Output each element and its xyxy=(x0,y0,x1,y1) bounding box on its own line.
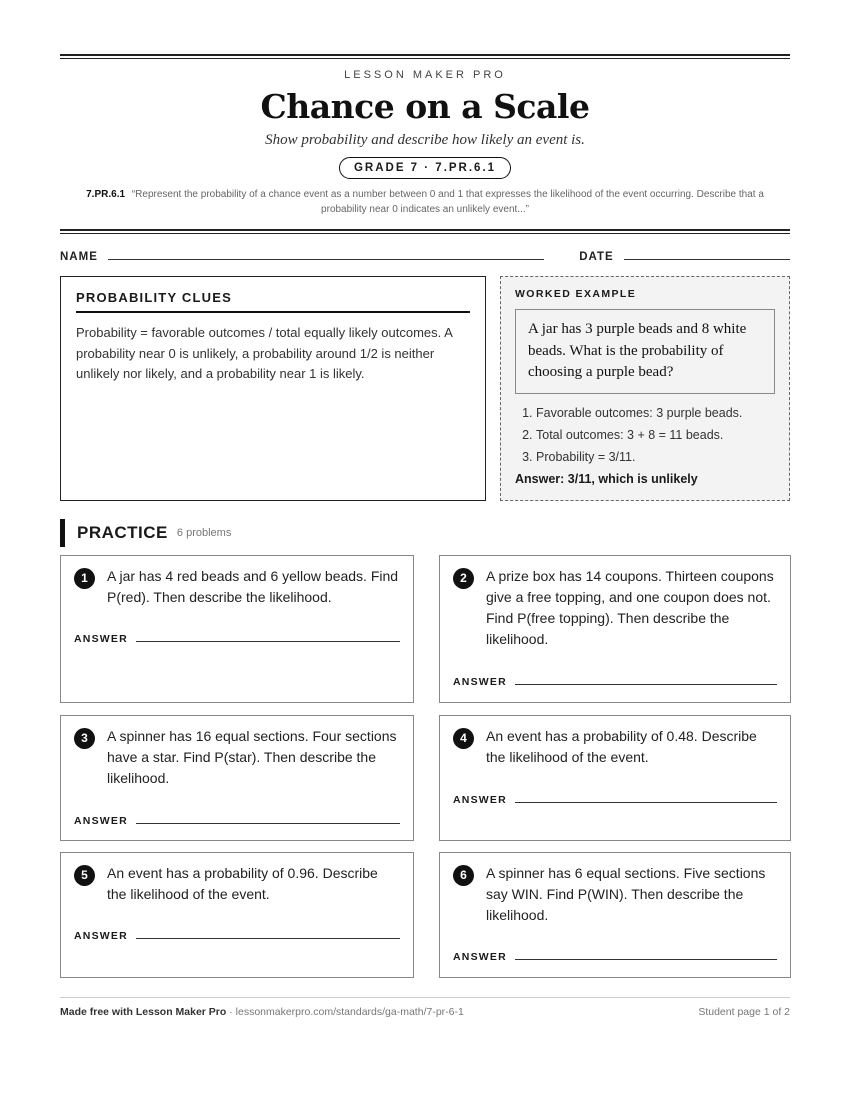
worked-step: 3. Probability = 3/11. xyxy=(536,446,789,468)
problem-card-4 xyxy=(439,715,791,841)
answer-field[interactable] xyxy=(515,684,777,685)
grade-badge: GRADE 7 · 7.PR.6.1 xyxy=(339,157,511,179)
header-bottom-rule xyxy=(60,229,790,234)
worksheet-page xyxy=(60,54,790,1018)
problem-card-2 xyxy=(439,555,791,703)
answer-field[interactable] xyxy=(136,823,400,824)
footer-page-number: Student page 1 of 2 xyxy=(698,1006,790,1018)
standard-code: 7.PR.6.1 xyxy=(86,189,126,200)
page-title: Chance on a Scale xyxy=(260,87,590,126)
practice-header xyxy=(60,519,231,547)
answer-row xyxy=(453,951,777,963)
problem-text: An event has a probability of 0.48. Describe the likelihood of the event. xyxy=(486,728,757,765)
problem-number: 1 xyxy=(74,568,95,589)
worked-example-answer: Answer: 3/11, which is unlikely xyxy=(515,471,698,486)
name-date-row xyxy=(60,251,790,263)
problem-text: A jar has 4 red beads and 6 yellow beads. Find P(red). Then describe the likelihood. xyxy=(107,568,399,605)
problem-card-1 xyxy=(60,555,414,703)
standard-text: “Represent the probability of a chance event as a number between 0 and 1 that expresses the likelihood of the event occurring. Describe that a probability near 0 indicates an unlikely event...” xyxy=(131,189,764,215)
answer-label: ANSWER xyxy=(453,794,507,806)
practice-count: 6 problems xyxy=(176,527,232,539)
worked-example-steps xyxy=(521,402,789,468)
problem-text: A prize box has 14 coupons. Thirteen coupons give a free topping, and one coupon does not. Find P(free topping). Then describe the likelihood. xyxy=(486,568,774,647)
clues-body: Probability = favorable outcomes / total equally likely outcomes. A probability near 0 is unlikely, a probability around 1/2 is neither unlikely nor likely, and a probability near 1 is likely. xyxy=(76,325,453,381)
problem-text: An event has a probability of 0.96. Describe the likelihood of the event. xyxy=(107,865,378,902)
answer-label: ANSWER xyxy=(74,930,128,942)
problem-number: 2 xyxy=(453,568,474,589)
date-label: DATE xyxy=(579,251,614,263)
brand-label: LESSON MAKER PRO xyxy=(344,69,506,81)
standard-description xyxy=(74,187,776,217)
problem-card-5 xyxy=(60,852,414,978)
worked-step: 1. Favorable outcomes: 3 purple beads. xyxy=(536,402,789,424)
date-field[interactable] xyxy=(624,258,790,260)
worked-step: 2. Total outcomes: 3 + 8 = 11 beads. xyxy=(536,424,789,446)
answer-label: ANSWER xyxy=(74,633,128,645)
answer-field[interactable] xyxy=(136,641,400,642)
answer-row xyxy=(74,633,400,645)
footer-made: Made free with Lesson Maker Pro xyxy=(60,1006,227,1018)
answer-field[interactable] xyxy=(515,959,777,960)
problem-text: A spinner has 6 equal sections. Five sections say WIN. Find P(WIN). Then describe the likelihood. xyxy=(486,865,766,923)
problem-text: A spinner has 16 equal sections. Four sections have a star. Find P(star). Then describe the likelihood. xyxy=(107,728,397,786)
answer-row xyxy=(74,930,400,942)
problem-card-3 xyxy=(60,715,414,841)
problem-number: 4 xyxy=(453,728,474,749)
answer-label: ANSWER xyxy=(453,676,507,688)
problem-number: 5 xyxy=(74,865,95,886)
clues-heading: PROBABILITY CLUES xyxy=(76,290,470,313)
problem-number: 3 xyxy=(74,728,95,749)
problem-card-6 xyxy=(439,852,791,978)
name-field[interactable] xyxy=(108,258,544,260)
answer-row xyxy=(74,815,400,827)
answer-field[interactable] xyxy=(515,802,777,803)
answer-label: ANSWER xyxy=(74,815,128,827)
name-label: NAME xyxy=(60,251,98,263)
probability-clues-box xyxy=(60,276,486,501)
top-rule xyxy=(60,54,790,59)
answer-field[interactable] xyxy=(136,938,400,939)
worked-example-question: A jar has 3 purple beads and 8 white beads. What is the probability of choosing a purple bead? xyxy=(515,309,775,394)
footer-url[interactable]: · lessonmakerpro.com/standards/ga-math/7-pr-6-1 xyxy=(229,1006,464,1018)
page-footer xyxy=(60,997,790,1018)
worked-example-label: WORKED EXAMPLE xyxy=(515,288,637,300)
answer-label: ANSWER xyxy=(453,951,507,963)
footer-credit xyxy=(60,1006,464,1018)
worked-example-box xyxy=(500,276,790,501)
answer-row xyxy=(453,676,777,688)
practice-heading: PRACTICE xyxy=(77,523,168,542)
problem-number: 6 xyxy=(453,865,474,886)
page-subtitle: Show probability and describe how likely an event is. xyxy=(265,132,585,148)
answer-row xyxy=(453,794,777,806)
